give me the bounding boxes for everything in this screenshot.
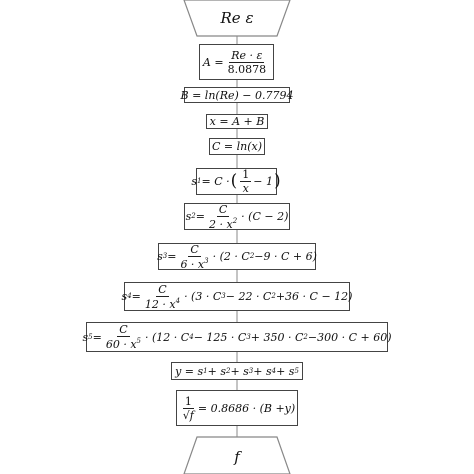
step-x-text: x = A + B bbox=[209, 115, 265, 128]
s5-tail-d: −300 · C + 60) bbox=[307, 330, 392, 344]
s1-den: x bbox=[242, 182, 249, 195]
s3-num: C bbox=[190, 242, 199, 256]
s2-sub: 2 bbox=[191, 212, 196, 220]
step-b-box bbox=[180, 87, 294, 103]
step-f-box bbox=[176, 390, 298, 426]
s5-num: C bbox=[119, 323, 128, 336]
step-s4-box bbox=[121, 282, 353, 311]
s4-num: C bbox=[158, 282, 167, 296]
y-sub3: 3 bbox=[248, 366, 254, 375]
s5-den bbox=[104, 337, 143, 350]
step-a-num: Re · ε bbox=[231, 48, 263, 62]
step-a-fraction bbox=[226, 50, 269, 75]
step-s3-box bbox=[158, 243, 316, 270]
s1-fraction bbox=[240, 169, 251, 194]
y-p5: + s bbox=[276, 364, 295, 378]
input-label: Re ε bbox=[220, 9, 254, 27]
s5-tail-b: − 125 · C bbox=[193, 330, 247, 344]
y-sub2: 2 bbox=[225, 366, 231, 375]
f-fraction bbox=[181, 396, 196, 421]
s1-close-paren: ) bbox=[273, 171, 281, 191]
s1-mid: = C · bbox=[201, 175, 230, 188]
s4-sup2: 2 bbox=[271, 292, 276, 300]
s2-eq: = bbox=[195, 210, 205, 223]
s4-tail-c: +36 · C − 12) bbox=[275, 290, 353, 303]
step-c-text: C = ln(x) bbox=[211, 140, 262, 153]
s3-fraction bbox=[178, 244, 210, 270]
s5-sup1: 4 bbox=[189, 332, 194, 341]
y-sub4: 4 bbox=[271, 366, 277, 375]
f-num: 1 bbox=[184, 394, 192, 408]
s5-den-base: 60 · x bbox=[105, 338, 137, 351]
s4-eq: = bbox=[131, 290, 141, 303]
s5-den-sup: 5 bbox=[136, 337, 142, 345]
y-p2: + s bbox=[207, 364, 226, 378]
step-a-den: 8.0878 bbox=[227, 62, 267, 76]
step-a-box bbox=[199, 44, 274, 80]
s5-sup2: 3 bbox=[246, 332, 251, 341]
step-c-box bbox=[209, 138, 265, 155]
y-lhs: y = s bbox=[175, 364, 204, 378]
s4-lhs: s bbox=[121, 290, 128, 303]
s3-tail-a: · (2 · C bbox=[212, 250, 250, 263]
s5-tail-a: · (12 · C bbox=[145, 330, 190, 344]
s2-den-sup: 2 bbox=[232, 216, 238, 225]
s1-lhs: s bbox=[191, 175, 198, 188]
s4-tail-b: − 22 · C bbox=[225, 290, 272, 303]
s1-tail: − 1 bbox=[253, 175, 273, 188]
s5-eq: = bbox=[92, 330, 102, 344]
s2-tail: · (C − 2) bbox=[241, 210, 289, 223]
step-b-text: B = ln(Re) − 0.7794 bbox=[180, 88, 294, 102]
step-s1-box bbox=[191, 168, 281, 195]
y-sub5: 5 bbox=[294, 366, 299, 375]
step-s2-box bbox=[184, 203, 290, 230]
step-s5-box bbox=[82, 322, 392, 352]
y-sub1: 1 bbox=[203, 366, 208, 375]
s5-sup3: 2 bbox=[303, 332, 308, 341]
s5-fraction bbox=[104, 324, 143, 350]
s4-den-sup: 4 bbox=[175, 296, 181, 305]
s2-den bbox=[207, 217, 239, 230]
s3-eq: = bbox=[167, 250, 177, 263]
s1-sub: 1 bbox=[197, 177, 202, 185]
s4-den-base: 12 · x bbox=[144, 297, 176, 311]
s3-den-sup: 3 bbox=[204, 256, 209, 265]
s1-num: 1 bbox=[242, 168, 250, 181]
s2-num: C bbox=[218, 202, 228, 216]
step-y-box bbox=[171, 362, 303, 380]
step-a-lhs: A = bbox=[202, 55, 224, 69]
s3-sub: 3 bbox=[162, 252, 168, 260]
s1-open-paren: ( bbox=[230, 171, 238, 191]
y-p3: + s bbox=[230, 364, 249, 378]
s3-tail-sup: 2 bbox=[249, 252, 255, 260]
s3-tail-b: −9 · C + 6) bbox=[254, 250, 317, 263]
s2-lhs: s bbox=[185, 210, 192, 223]
s4-fraction bbox=[143, 284, 182, 310]
output-label: f bbox=[234, 448, 240, 466]
s5-tail-c: + 350 · C bbox=[250, 330, 304, 344]
s5-lhs: s bbox=[82, 330, 89, 344]
f-den: √f bbox=[182, 408, 194, 422]
s2-fraction bbox=[207, 204, 239, 230]
s2-den-base: 2 · x bbox=[208, 217, 233, 231]
s5-sub: 5 bbox=[88, 332, 93, 341]
s3-lhs: s bbox=[157, 250, 163, 263]
s4-den bbox=[143, 297, 182, 310]
y-p4: + s bbox=[253, 364, 272, 378]
s4-sub: 4 bbox=[127, 292, 132, 300]
s3-den-base: 6 · x bbox=[180, 257, 205, 271]
s4-tail-a: · (3 · C bbox=[184, 290, 222, 303]
step-x-box bbox=[206, 114, 268, 129]
s4-sup1: 3 bbox=[221, 292, 226, 300]
s3-den bbox=[178, 257, 210, 270]
f-rhs: = 0.8686 · (B +y) bbox=[197, 401, 296, 415]
